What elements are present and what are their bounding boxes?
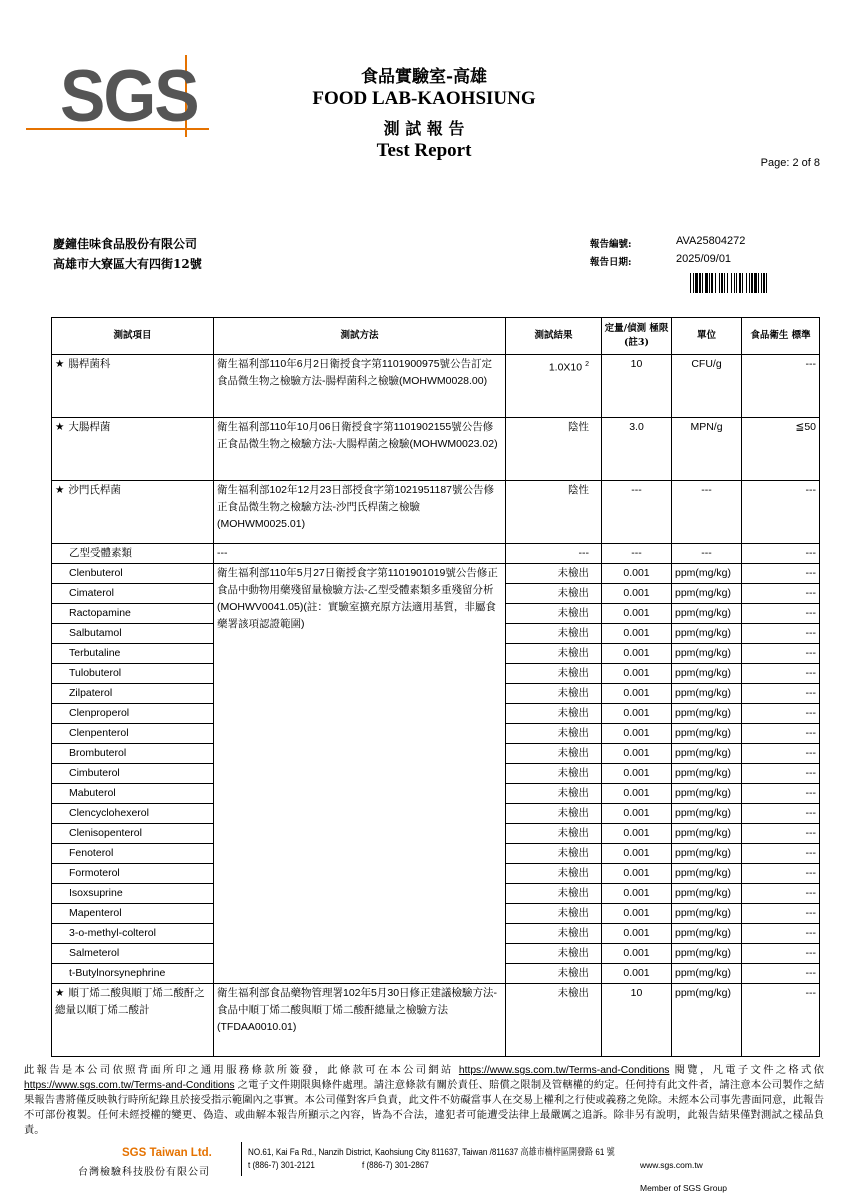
unit: ---: [672, 544, 742, 564]
test-result: 未檢出: [506, 644, 602, 664]
unit: ppm(mg/kg): [672, 624, 742, 644]
barcode: [690, 273, 794, 293]
detection-limit: 0.001: [602, 824, 672, 844]
test-result: 未檢出: [506, 984, 602, 1057]
report-no-label: 報告編號:: [590, 239, 632, 250]
analyte-name: Clencyclohexerol: [52, 804, 214, 824]
detection-limit: ---: [602, 481, 672, 544]
table-header-row: [52, 318, 820, 355]
analyte-name: Zilpaterol: [52, 684, 214, 704]
report-no: AVA25804272: [676, 235, 746, 247]
company-name: SGS Taiwan Ltd.: [122, 1147, 212, 1159]
analyte-name: Clenpenterol: [52, 724, 214, 744]
detection-limit: 10: [602, 984, 672, 1057]
detection-limit: 0.001: [602, 664, 672, 684]
food-standard: ---: [742, 664, 820, 684]
test-result: [506, 355, 602, 418]
food-standard: ---: [742, 824, 820, 844]
unit: ppm(mg/kg): [672, 884, 742, 904]
food-standard: ---: [742, 784, 820, 804]
header-method: 測試方法: [214, 318, 506, 355]
test-result: 未檢出: [506, 784, 602, 804]
logo-text: SGS: [60, 54, 198, 138]
food-standard: ---: [742, 544, 820, 564]
terms-link-2[interactable]: https://www.sgs.com.tw/Terms-and-Conditions: [24, 1080, 235, 1091]
header-limit: 定量/偵測 極限(註3): [602, 318, 672, 355]
page-number: Page: 2 of 8: [760, 157, 820, 169]
header-item: 測試項目: [52, 318, 214, 355]
unit: ppm(mg/kg): [672, 684, 742, 704]
customer-name: 慶鐘佳味食品股份有限公司: [53, 237, 198, 251]
unit: CFU/g: [672, 355, 742, 418]
unit: ppm(mg/kg): [672, 604, 742, 624]
detection-limit: 0.001: [602, 764, 672, 784]
analyte-name: Brombuterol: [52, 744, 214, 764]
analyte-name: Mapenterol: [52, 904, 214, 924]
unit: ppm(mg/kg): [672, 764, 742, 784]
analyte-name: t-Butylnorsynephrine: [52, 964, 214, 984]
unit: ppm(mg/kg): [672, 984, 742, 1057]
result-value: 1.0X10: [548, 361, 583, 374]
detection-limit: 0.001: [602, 684, 672, 704]
test-item-group: 乙型受體素類: [52, 544, 214, 564]
results-table: [51, 317, 820, 1057]
result-exponent: 2: [585, 361, 589, 368]
table-row: [52, 984, 820, 1057]
test-result: 未檢出: [506, 724, 602, 744]
food-standard: ---: [742, 724, 820, 744]
test-method: 衛生福利部110年10月06日衛授食字第1101902155號公告修正食品微生物之檢驗方法-大腸桿菌之檢驗(MOHWM0023.02): [214, 418, 506, 481]
company-fax: f (886-7) 301-2867: [362, 1160, 429, 1171]
detection-limit: 0.001: [602, 844, 672, 864]
table-row: [52, 564, 820, 584]
food-standard: ≦50: [742, 418, 820, 481]
test-item-name: 順丁烯二酸與順丁烯二酸酐之總量以順丁烯二酸計: [55, 987, 205, 1016]
food-standard: ---: [742, 844, 820, 864]
company-website[interactable]: www.sgs.com.tw: [640, 1160, 703, 1170]
unit: ppm(mg/kg): [672, 704, 742, 724]
company-phone: t (886-7) 301-2121: [248, 1160, 315, 1171]
analyte-name: Clenproperol: [52, 704, 214, 724]
analyte-name: Salbutamol: [52, 624, 214, 644]
report-date: 2025/09/01: [676, 253, 732, 265]
food-standard: ---: [742, 804, 820, 824]
analyte-name: Formoterol: [52, 864, 214, 884]
star-mark: ★: [55, 484, 65, 496]
food-standard: ---: [742, 984, 820, 1057]
food-standard: ---: [742, 584, 820, 604]
analyte-name: 3-o-methyl-colterol: [52, 924, 214, 944]
disclaimer-text-3: 之電子文件期限與條件處理。請注意條款有關於責任、賠償之限制及管轄權的約定。任何持有此文件者，請注意本公司製作之結果報告書將僅反映執行時所紀錄且於接受指示範圍內之事實。本公司僅對客戶負責，此文件不妨礙當事人在交易上權利之行使或義務之免除。未經本公司事先書面同意，此報告不可部份複製。任何未經授權的變更、偽造、或曲解本報告所顯示之內容，皆為不合法，違犯者可能遭受法律上最嚴厲之追訴。除非另有說明，此報告結果僅對測試之樣品負責。: [24, 1080, 824, 1136]
food-standard: ---: [742, 644, 820, 664]
analyte-name: Mabuterol: [52, 784, 214, 804]
analyte-name: Terbutaline: [52, 644, 214, 664]
disclaimer-text-2: 閱覽，凡電子文件之格式依: [674, 1065, 824, 1076]
test-result: 未檢出: [506, 564, 602, 584]
detection-limit: 0.001: [602, 704, 672, 724]
unit: ppm(mg/kg): [672, 904, 742, 924]
food-standard: ---: [742, 481, 820, 544]
test-result: 未檢出: [506, 604, 602, 624]
food-standard: ---: [742, 355, 820, 418]
detection-limit: ---: [602, 544, 672, 564]
test-result: 未檢出: [506, 884, 602, 904]
test-method: ---: [214, 544, 506, 564]
unit: ppm(mg/kg): [672, 964, 742, 984]
unit: ppm(mg/kg): [672, 744, 742, 764]
test-item: [52, 984, 214, 1057]
test-result: [506, 481, 602, 544]
test-result: [506, 418, 602, 481]
lab-name-en: FOOD LAB-KAOHSIUNG: [312, 88, 536, 109]
food-standard: ---: [742, 744, 820, 764]
test-result: ---: [506, 544, 602, 564]
food-standard: ---: [742, 964, 820, 984]
detection-limit: 3.0: [602, 418, 672, 481]
detection-limit: 0.001: [602, 964, 672, 984]
unit: ppm(mg/kg): [672, 644, 742, 664]
detection-limit: 0.001: [602, 644, 672, 664]
unit: ppm(mg/kg): [672, 584, 742, 604]
table-row: [52, 481, 820, 544]
detection-limit: 0.001: [602, 944, 672, 964]
unit: ppm(mg/kg): [672, 804, 742, 824]
table-row: [52, 418, 820, 481]
report-title-en: Test Report: [376, 140, 472, 161]
detection-limit: 0.001: [602, 564, 672, 584]
analyte-name: Cimaterol: [52, 584, 214, 604]
test-item-name: 沙門氏桿菌: [68, 484, 121, 496]
lab-name-zh: 食品實驗室-高雄: [360, 67, 488, 87]
unit: ppm(mg/kg): [672, 724, 742, 744]
detection-limit: 0.001: [602, 864, 672, 884]
unit: ppm(mg/kg): [672, 864, 742, 884]
customer-address: 高雄市大寮區大有四街12號: [53, 257, 202, 271]
analyte-name: Salmeterol: [52, 944, 214, 964]
footer-disclaimer: [24, 1063, 824, 1138]
test-result: 未檢出: [506, 864, 602, 884]
test-result: 未檢出: [506, 704, 602, 724]
test-result: 未檢出: [506, 904, 602, 924]
unit: ppm(mg/kg): [672, 784, 742, 804]
company-name-zh: 台灣檢驗科技股份有限公司: [78, 1167, 210, 1178]
table-row: [52, 544, 820, 564]
star-mark: ★: [55, 358, 65, 370]
food-standard: ---: [742, 864, 820, 884]
terms-link-1[interactable]: https://www.sgs.com.tw/Terms-and-Conditions: [458, 1065, 670, 1076]
food-standard: ---: [742, 564, 820, 584]
food-standard: ---: [742, 604, 820, 624]
detection-limit: 0.001: [602, 924, 672, 944]
unit: ppm(mg/kg): [672, 664, 742, 684]
analyte-name: Tulobuterol: [52, 664, 214, 684]
detection-limit: 0.001: [602, 724, 672, 744]
test-result: 未檢出: [506, 824, 602, 844]
member-of-sgs: Member of SGS Group: [640, 1183, 727, 1193]
test-result: 未檢出: [506, 584, 602, 604]
food-standard: ---: [742, 704, 820, 724]
test-result: 未檢出: [506, 804, 602, 824]
test-result: 未檢出: [506, 944, 602, 964]
test-item: [52, 355, 214, 418]
company-address: NO.61, Kai Fa Rd., Nanzih District, Kaohsiung City 811637, Taiwan /811637 高雄市楠梓區開發路 61 號: [248, 1147, 615, 1158]
analyte-name: Isoxsuprine: [52, 884, 214, 904]
star-mark: ★: [55, 987, 65, 999]
test-result: 未檢出: [506, 764, 602, 784]
detection-limit: 0.001: [602, 604, 672, 624]
detection-limit: 0.001: [602, 804, 672, 824]
test-method: 衛生福利部110年6月2日衛授食字第1101900975號公告訂定食品微生物之檢驗方法-腸桿菌科之檢驗(MOHWM0028.00): [214, 355, 506, 418]
analyte-name: Ractopamine: [52, 604, 214, 624]
analyte-name: Clenbuterol: [52, 564, 214, 584]
unit: MPN/g: [672, 418, 742, 481]
unit: ppm(mg/kg): [672, 824, 742, 844]
detection-limit: 0.001: [602, 584, 672, 604]
unit: ppm(mg/kg): [672, 944, 742, 964]
disclaimer-text-1: 此報告是本公司依照背面所印之通用服務條款所簽發，此條款可在本公司網站: [24, 1065, 454, 1076]
unit: ppm(mg/kg): [672, 924, 742, 944]
test-result: 未檢出: [506, 844, 602, 864]
food-standard: ---: [742, 944, 820, 964]
food-standard: ---: [742, 924, 820, 944]
test-method: 衛生福利部102年12月23日部授食字第1021951187號公告修正食品微生物之檢驗方法-沙門氏桿菌之檢驗(MOHWM0025.01): [214, 481, 506, 544]
test-result: 未檢出: [506, 744, 602, 764]
analyte-name: Fenoterol: [52, 844, 214, 864]
analyte-name: Clenisopenterol: [52, 824, 214, 844]
header-standard: 食品衛生 標準: [742, 318, 820, 355]
test-result: 未檢出: [506, 964, 602, 984]
test-method: 衛生福利部食品藥物管理署102年5月30日修正建議檢驗方法-食品中順丁烯二酸與順丁烯二酸酐總量之檢驗方法(TFDAA0010.01): [214, 984, 506, 1057]
test-item: [52, 418, 214, 481]
food-standard: ---: [742, 904, 820, 924]
unit: ppm(mg/kg): [672, 564, 742, 584]
detection-limit: 0.001: [602, 784, 672, 804]
food-standard: ---: [742, 884, 820, 904]
unit: ---: [672, 481, 742, 544]
report-date-label: 報告日期:: [590, 257, 632, 268]
result-value: 陰性: [568, 484, 589, 496]
food-standard: ---: [742, 684, 820, 704]
result-value: 陰性: [568, 421, 589, 433]
report-title-zh: 測 試 報 告: [383, 119, 465, 138]
table-row: [52, 355, 820, 418]
test-result: 未檢出: [506, 924, 602, 944]
detection-limit: 0.001: [602, 884, 672, 904]
detection-limit: 10: [602, 355, 672, 418]
detection-limit: 0.001: [602, 904, 672, 924]
test-item-name: 腸桿菌科: [68, 358, 111, 370]
food-standard: ---: [742, 624, 820, 644]
unit: ppm(mg/kg): [672, 844, 742, 864]
analyte-name: Cimbuterol: [52, 764, 214, 784]
detection-limit: 0.001: [602, 624, 672, 644]
footer-divider: [241, 1142, 242, 1176]
detection-limit: 0.001: [602, 744, 672, 764]
test-result: 未檢出: [506, 624, 602, 644]
header-result: 測試結果: [506, 318, 602, 355]
test-item: [52, 481, 214, 544]
food-standard: ---: [742, 764, 820, 784]
header-unit: 單位: [672, 318, 742, 355]
test-result: 未檢出: [506, 664, 602, 684]
test-result: 未檢出: [506, 684, 602, 704]
test-method: 衛生福利部110年5月27日衛授食字第1101901019號公告修正食品中動物用藥殘留量檢驗方法-乙型受體素類多重殘留分析(MOHWV0041.05)(註：實驗室擴充原方法適用基質，非屬食藥署該項認證範圍): [214, 564, 506, 984]
star-mark: ★: [55, 421, 65, 433]
test-item-name: 大腸桿菌: [68, 421, 111, 433]
